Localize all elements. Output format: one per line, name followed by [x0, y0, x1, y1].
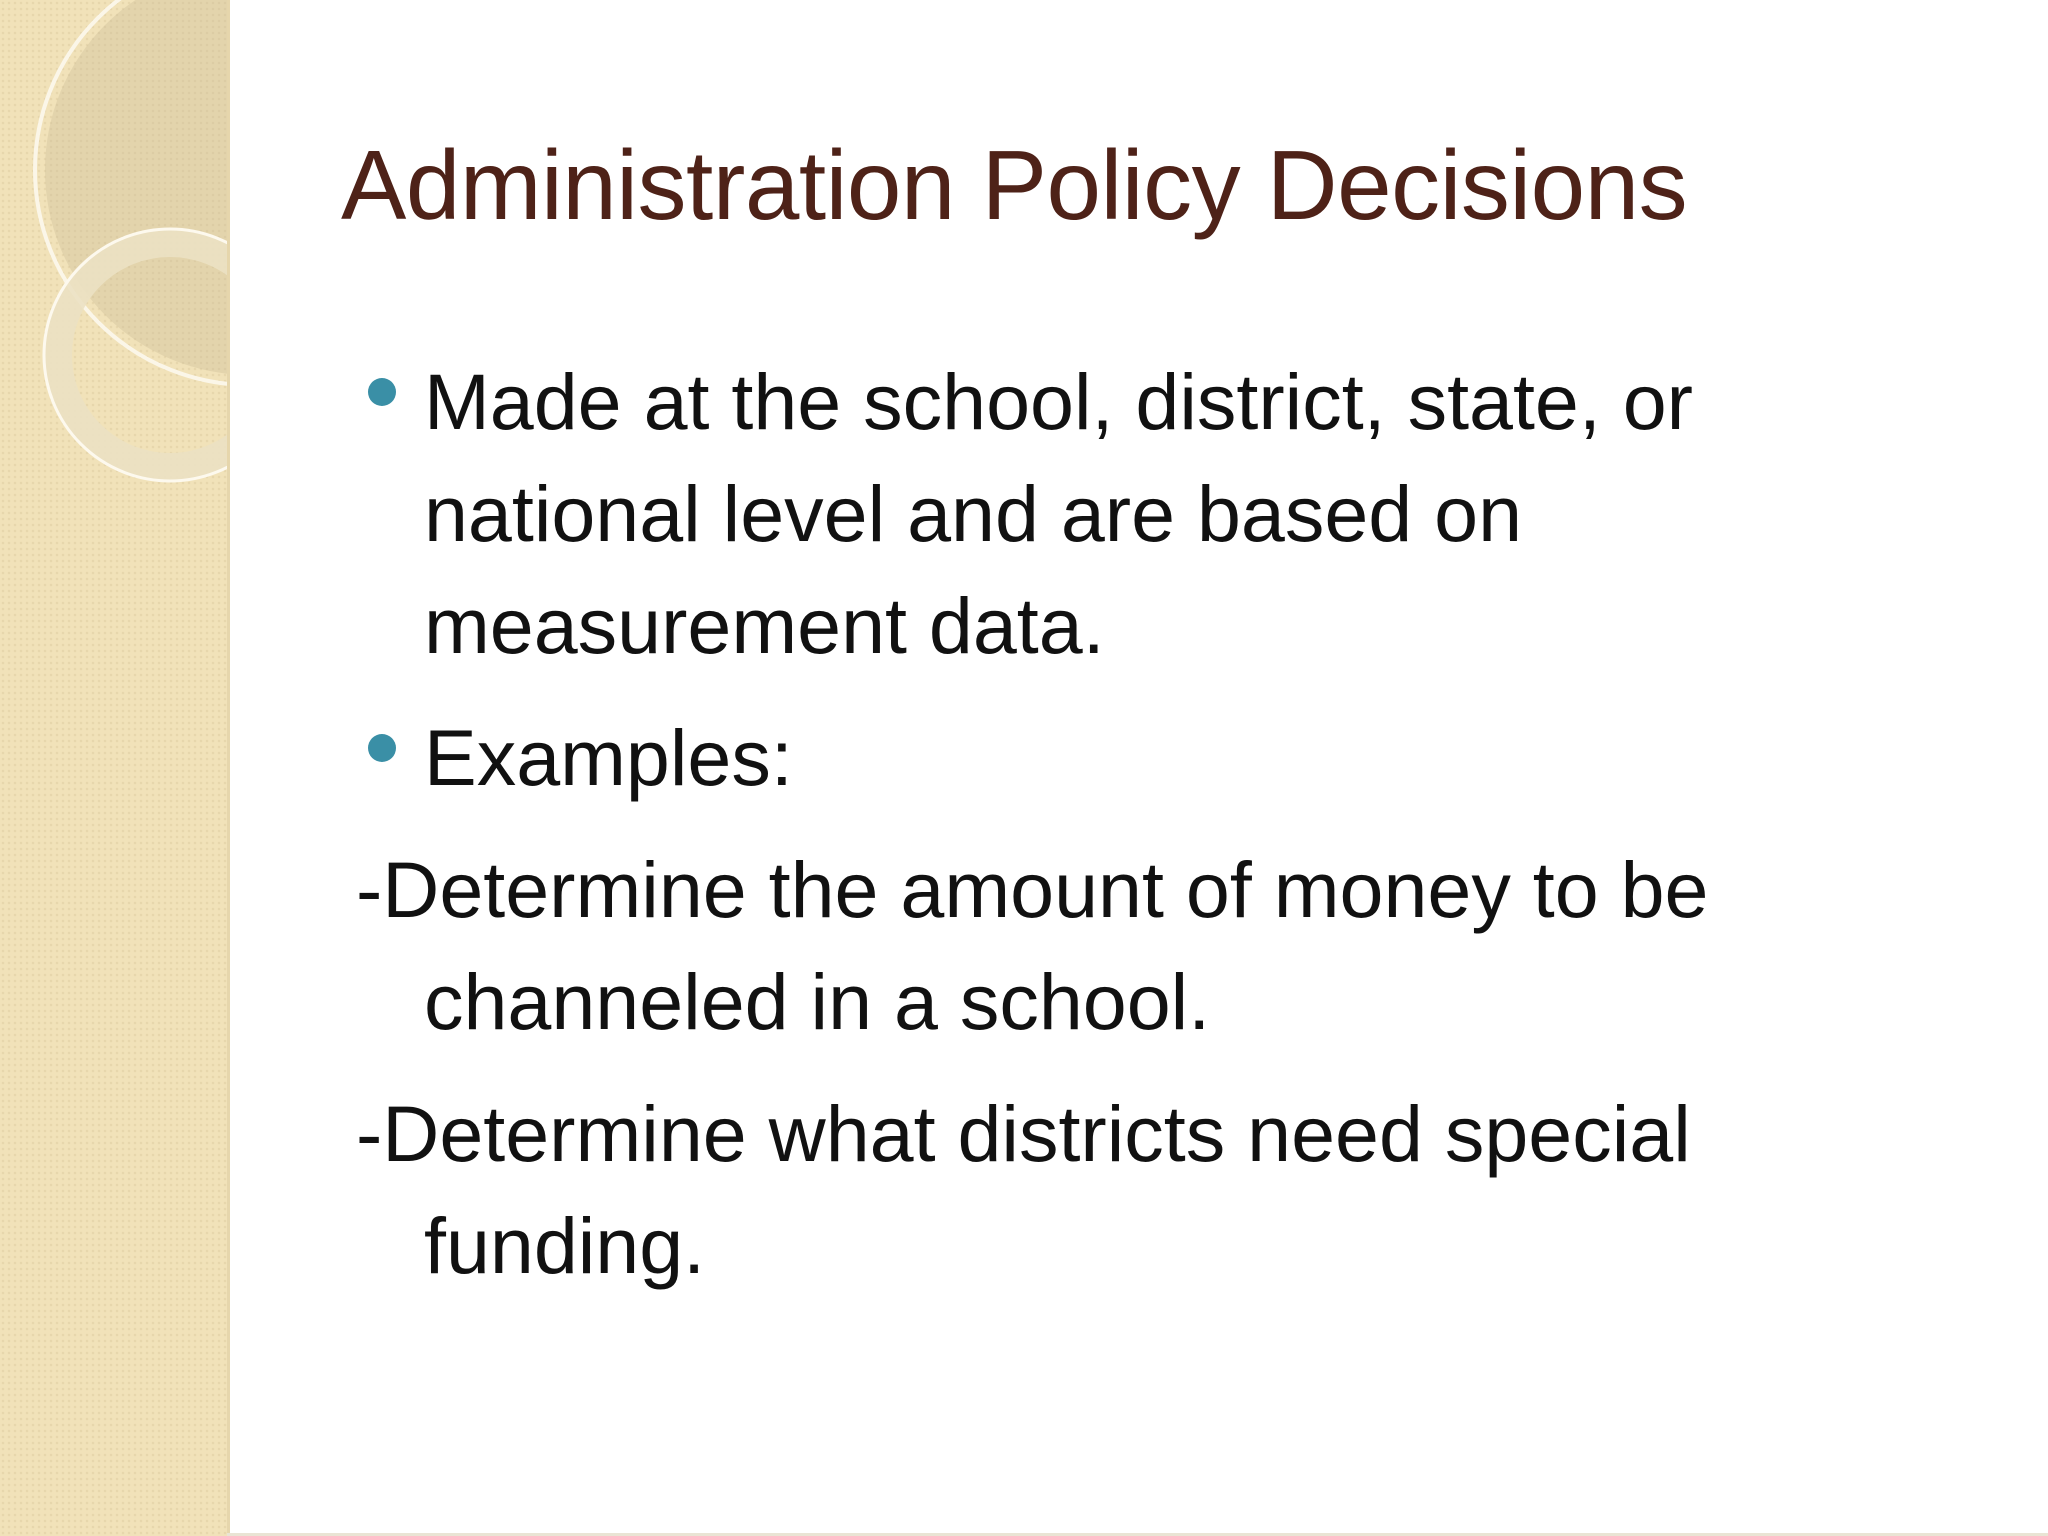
bullet-dot-icon	[368, 378, 396, 406]
slide-title: Administration Policy Decisions	[341, 130, 1688, 240]
bullet-text: Made at the school, district, state, or national level and are based on measurement data.	[424, 357, 1693, 670]
dash-item-rest: funding.	[424, 1201, 706, 1290]
bullet-item	[356, 346, 1916, 682]
slide-body	[356, 346, 1916, 1322]
bullet-dot-icon	[368, 734, 396, 762]
bullet-text: Examples:	[424, 713, 793, 802]
dash-item	[356, 834, 1916, 1058]
decorative-side-band	[0, 0, 230, 1536]
dash-item-lead: -Determine what districts need special	[356, 1089, 1691, 1178]
decorative-rings-icon	[0, 0, 227, 1536]
bullet-item	[356, 702, 1916, 814]
dash-item	[356, 1078, 1916, 1302]
dash-item-rest: channeled in a school.	[424, 957, 1211, 1046]
dash-item-lead: -Determine the amount of money to be	[356, 845, 1709, 934]
